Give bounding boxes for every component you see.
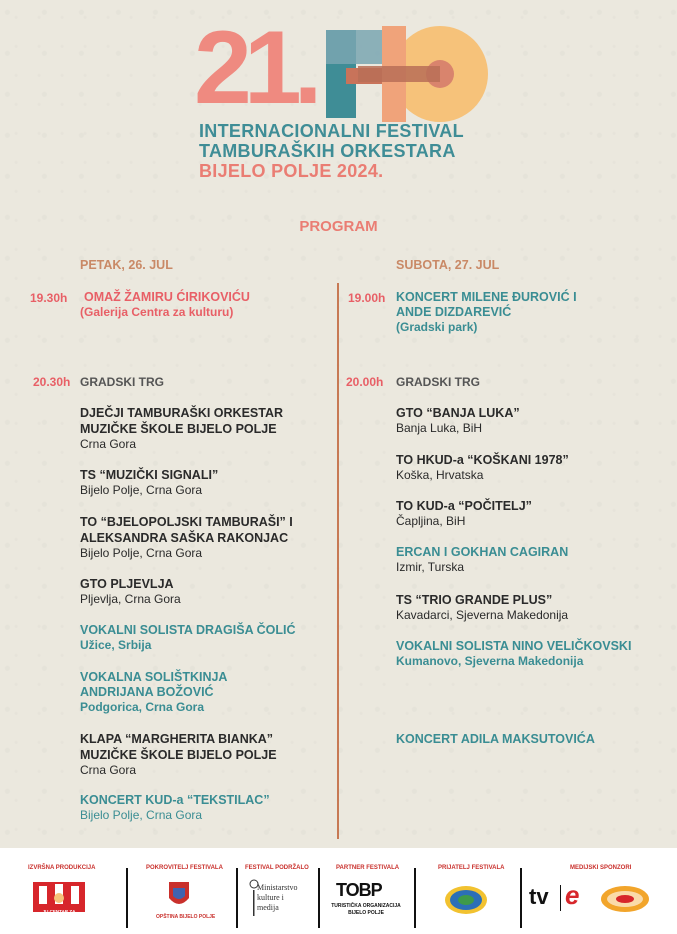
partner-name-line1: TURISTIČKA ORGANIZACIJA (331, 903, 401, 909)
act-title: VOKALNI SOLISTA DRAGIŠA ČOLIĆ (80, 623, 296, 637)
act-origin: Crna Gora (80, 763, 137, 777)
event-left-1-title: OMAŽ ŽAMIRU ĆIRIKOVIĆU (84, 290, 250, 304)
act-left-4 (80, 576, 181, 607)
act-title: TO HKUD-a “KOŠKANI 1978” (396, 453, 569, 467)
festival-logo (190, 10, 500, 126)
act-title: GTO “BANJA LUKA” (396, 406, 520, 420)
event-right-1-title: KONCERT MILENE ĐUROVIĆ I (396, 290, 577, 304)
act-left-5 (80, 623, 296, 653)
act-left-2 (80, 467, 218, 498)
column-divider (337, 283, 339, 839)
event-right-1-venue: (Gradski park) (396, 320, 478, 334)
act-title: VOKALNI SOLISTA NINO VELIČKOVSKI (396, 639, 632, 653)
act-title: GTO PLJEVLJA (80, 577, 174, 591)
ministry-name-line3: medija (257, 903, 279, 912)
act-origin: Pljevlja, Crna Gora (80, 592, 181, 606)
patron-logo (167, 880, 191, 915)
act-right-7 (396, 732, 595, 747)
time-left-2: 20.30h (33, 375, 71, 389)
time-left-1: 19.30h (30, 291, 68, 305)
festival-name-line1: INTERNACIONALNI FESTIVAL (199, 121, 464, 141)
sponsor-label-partner: PARTNER FESTIVALA (336, 865, 400, 871)
act-right-1 (396, 405, 520, 436)
tv-logo: tv (529, 884, 549, 909)
sponsor-label-support: FESTIVAL PODRŽALO (245, 865, 309, 871)
logo-number: 21. (194, 10, 315, 126)
act-right-3 (396, 498, 532, 529)
venue-right: GRADSKI TRG (396, 375, 480, 389)
act-origin: Bijelo Polje, Crna Gora (80, 483, 203, 497)
sponsor-separator (520, 868, 522, 928)
ministry-name (257, 883, 297, 913)
act-title: TS “MUZIČKI SIGNALI” (80, 468, 219, 482)
production-logo (33, 882, 85, 920)
act-title: KLAPA “MARGHERITA BIANKA” (80, 732, 274, 746)
act-title-2: MUZIČKE ŠKOLE BIJELO POLJE (80, 422, 277, 436)
act-right-4 (396, 545, 568, 575)
act-origin: Podgorica, Crna Gora (80, 700, 205, 714)
act-right-5 (396, 592, 568, 623)
sponsor-label-production: IZVRŠNA PRODUKCIJA (28, 865, 96, 871)
act-origin: Kumanovo, Sjeverna Makedonija (396, 654, 584, 668)
partner-name (326, 903, 406, 917)
act-origin: Čapljina, BiH (396, 514, 466, 528)
act-origin: Kavadarci, Sjeverna Makedonija (396, 608, 569, 622)
festival-name-line2: TAMBURAŠKIH ORKESTARA (199, 141, 456, 161)
sponsor-label-patron: POKROVITELJ FESTIVALA (146, 865, 223, 871)
time-right-2: 20.00h (346, 375, 384, 389)
act-origin: Crna Gora (80, 437, 137, 451)
program-heading: PROGRAM (299, 218, 378, 235)
venue-left: GRADSKI TRG (80, 375, 164, 389)
act-right-6 (396, 639, 631, 669)
act-left-6 (80, 670, 227, 715)
act-right-2 (396, 452, 569, 483)
time-right-1: 19.00h (348, 291, 386, 305)
event-left-1-venue: (Galerija Centra za kulturu) (80, 305, 234, 319)
sponsor-separator (236, 868, 238, 928)
act-origin: Izmir, Turska (396, 560, 465, 574)
sponsor-separator (414, 868, 416, 928)
sponsor-label-friend: PRIJATELJ FESTIVALA (438, 865, 505, 871)
act-title: TO “BJELOPOLJSKI TAMBURAŠI” I (80, 515, 293, 529)
friend-logo (444, 885, 488, 920)
act-title: KONCERT ADILA MAKSUTOVIĆA (396, 732, 595, 746)
act-left-1 (80, 405, 283, 452)
sponsor-separator (318, 868, 320, 928)
production-name: JU CENTAR ZA KULTURU (42, 909, 76, 920)
act-title-2: ANDRIJANA BOŽOVIĆ (80, 685, 214, 699)
act-origin: Bijelo Polje, Crna Gora (80, 546, 203, 560)
patron-name: OPŠTINA BIJELO POLJE (156, 914, 216, 920)
sponsor-separator (126, 868, 128, 928)
partner-logo: TOBP (336, 880, 382, 900)
partner-name-line2: BIJELO POLJE (348, 910, 384, 916)
ministry-name-line2: kulture i (257, 893, 284, 902)
act-title-2: MUZIČKE ŠKOLE BIJELO POLJE (80, 748, 277, 762)
act-title: ERCAN I GOKHAN CAGIRAN (396, 545, 569, 559)
act-origin: Bijelo Polje, Crna Gora (80, 808, 203, 822)
act-title: TO KUD-a “POČITELJ” (396, 499, 532, 513)
act-title: DJEČJI TAMBURAŠKI ORKESTAR (80, 406, 284, 420)
festival-city-year: BIJELO POLJE 2024. (199, 161, 384, 181)
sponsor-label-media: MEDIJSKI SPONZORI (570, 865, 632, 871)
act-left-8 (80, 793, 270, 823)
e-logo: e (565, 880, 580, 910)
media-separator (560, 885, 561, 911)
event-right-1-title-2: ANDE DIZDAREVIĆ (396, 305, 512, 319)
radio-logo (600, 884, 650, 919)
act-origin: Koška, Hrvatska (396, 468, 484, 482)
coat-of-arms-icon (167, 880, 191, 910)
act-origin: Banja Luka, BiH (396, 421, 483, 435)
act-title: TS “TRIO GRANDE PLUS” (396, 593, 553, 607)
act-title: KONCERT KUD-a “TEKSTILAC” (80, 793, 270, 807)
act-left-7 (80, 731, 277, 778)
ministry-name-line1: Ministarstvo (257, 883, 298, 892)
day-left: PETAK, 26. JUL (80, 258, 173, 272)
act-origin: Užice, Srbija (80, 638, 152, 652)
day-right: SUBOTA, 27. JUL (396, 258, 500, 272)
castle-icon (33, 882, 85, 904)
act-title: VOKALNA SOLIŠTKINJA (80, 670, 228, 684)
radio-badge-icon (600, 884, 650, 914)
act-left-3 (80, 514, 293, 561)
act-title-2: ALEKSANDRA SAŠKA RAKONJAC (80, 531, 289, 545)
globe-emblem-icon (444, 885, 488, 915)
